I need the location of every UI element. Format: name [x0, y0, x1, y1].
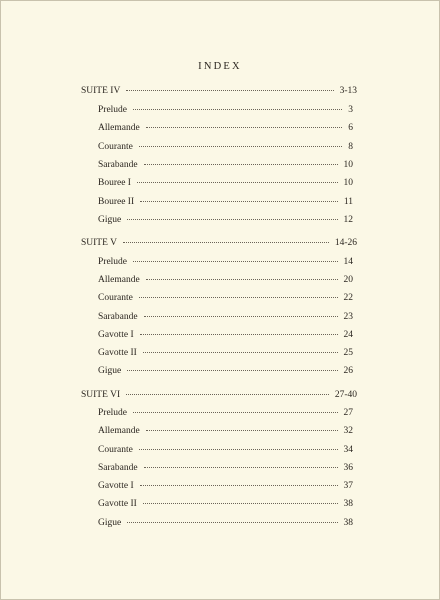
entry-label: Prelude — [98, 257, 128, 267]
dot-leader — [133, 260, 337, 262]
entry-page: 26 — [343, 366, 353, 376]
dot-leader — [126, 89, 333, 91]
dot-leader — [139, 145, 342, 147]
index-entry — [98, 517, 353, 529]
entry-page: 38 — [343, 499, 353, 509]
index-entry — [98, 177, 353, 189]
entry-page: 25 — [343, 348, 353, 358]
index-entry — [98, 347, 353, 359]
entry-label: Gavotte I — [98, 481, 134, 491]
entry-page: 37 — [343, 481, 353, 491]
entry-label: Gavotte II — [98, 348, 137, 358]
dot-leader — [144, 315, 338, 317]
entry-label: Courante — [98, 293, 133, 303]
entry-page: 3 — [348, 105, 353, 115]
dot-leader — [144, 163, 338, 165]
index-entry — [98, 159, 353, 171]
entry-page: 20 — [343, 275, 353, 285]
entry-page: 27 — [343, 408, 353, 418]
index-entry — [98, 498, 353, 510]
index-entry — [98, 104, 353, 116]
dot-leader — [140, 200, 338, 202]
index-entry — [98, 365, 353, 377]
index-entry — [98, 425, 353, 437]
entry-page: 24 — [343, 330, 353, 340]
entry-page: 10 — [343, 178, 353, 188]
entry-page: 14 — [343, 257, 353, 267]
dot-leader — [127, 369, 337, 371]
section-pages: 14-26 — [334, 238, 357, 248]
dot-leader — [146, 429, 338, 431]
entry-label: Gavotte II — [98, 499, 137, 509]
entry-page: 11 — [343, 197, 353, 207]
entry-label: Gigue — [98, 518, 122, 528]
entry-page: 12 — [343, 215, 353, 225]
index-entry — [98, 329, 353, 341]
entry-page: 10 — [343, 160, 353, 170]
dot-leader — [127, 521, 337, 523]
dot-leader — [139, 296, 338, 298]
entry-page: 32 — [343, 426, 353, 436]
section-heading — [81, 389, 357, 401]
dot-leader — [146, 278, 338, 280]
entry-page: 34 — [343, 445, 353, 455]
entry-label: Sarabande — [98, 160, 138, 170]
entry-label: Bouree I — [98, 178, 131, 188]
dot-leader — [123, 241, 329, 243]
dot-leader — [133, 411, 337, 413]
index-entry — [98, 292, 353, 304]
entry-label: Courante — [98, 445, 133, 455]
index-entry — [98, 311, 353, 323]
entry-page: 22 — [343, 293, 353, 303]
entry-page: 6 — [348, 123, 353, 133]
dot-leader — [126, 393, 329, 395]
entry-label: Prelude — [98, 105, 128, 115]
dot-leader — [146, 126, 343, 128]
index-entry — [98, 480, 353, 492]
index-entry — [98, 141, 353, 153]
index-entry — [98, 122, 353, 134]
entry-label: Bouree II — [98, 197, 135, 207]
entry-label: Allemande — [98, 275, 140, 285]
dot-leader — [127, 218, 337, 220]
entry-label: Sarabande — [98, 312, 138, 322]
entry-page: 36 — [343, 463, 353, 473]
section-label: SUITE IV — [81, 86, 121, 96]
section-pages: 3-13 — [339, 86, 357, 96]
dot-leader — [143, 502, 338, 504]
dot-leader — [140, 484, 338, 486]
index-entry — [98, 462, 353, 474]
section-heading — [81, 237, 357, 249]
index-entry — [98, 274, 353, 286]
entry-label: Prelude — [98, 408, 128, 418]
dot-leader — [144, 466, 338, 468]
entry-page: 38 — [343, 518, 353, 528]
index-entry — [98, 407, 353, 419]
index-entry — [98, 256, 353, 268]
dot-leader — [137, 181, 338, 183]
entry-label: Courante — [98, 142, 133, 152]
section-heading — [81, 85, 357, 97]
dot-leader — [143, 351, 338, 353]
section-label: SUITE V — [81, 238, 117, 248]
entry-label: Allemande — [98, 123, 140, 133]
entry-page: 8 — [348, 142, 353, 152]
index-entry — [98, 214, 353, 226]
section-label: SUITE VI — [81, 390, 121, 400]
entry-label: Allemande — [98, 426, 140, 436]
index-entry — [98, 444, 353, 456]
entry-label: Sarabande — [98, 463, 138, 473]
page-title: INDEX — [198, 61, 242, 72]
dot-leader — [139, 448, 338, 450]
section-pages: 27-40 — [334, 390, 357, 400]
entry-label: Gavotte I — [98, 330, 134, 340]
entry-page: 23 — [343, 312, 353, 322]
dot-leader — [133, 108, 342, 110]
entry-label: Gigue — [98, 366, 122, 376]
dot-leader — [140, 333, 338, 335]
index-entry — [98, 196, 353, 208]
entry-label: Gigue — [98, 215, 122, 225]
